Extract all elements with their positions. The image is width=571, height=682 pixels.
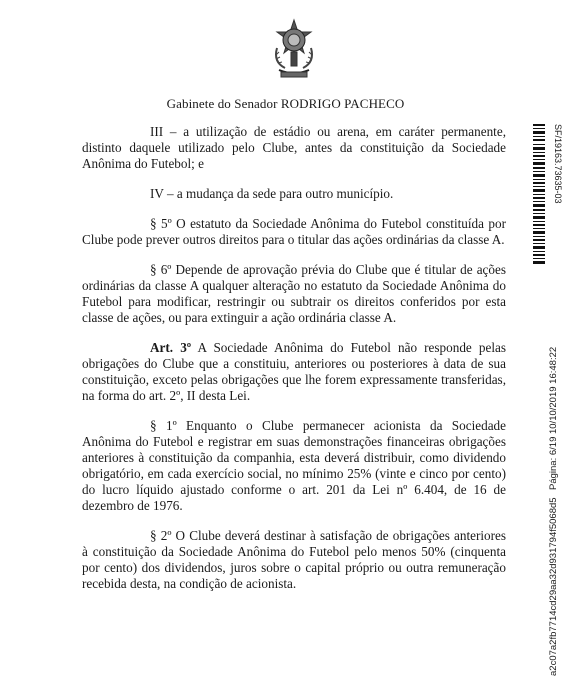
article-3-text: A Sociedade Anônima do Futebol não responde pelas obrigações do Clube que a constituiu, anteriores ou posteriores à data de sua constituição, exceto pelas obrigações que lhe forem expressamente transferidas, na forma do art. 2º, II desta Lei. — [82, 340, 506, 403]
page-stamp: Página: 6/19 10/10/2019 16:48:22 — [548, 346, 559, 490]
brazil-coat-of-arms-icon — [271, 18, 317, 80]
document-body — [82, 124, 506, 592]
paragraph-inciso-iv: IV – a mudança da sede para outro município. — [150, 186, 394, 201]
article-3-heading: Art. 3º — [150, 340, 192, 355]
paragraph-section-5: § 5º O estatuto da Sociedade Anônima do Futebol constituída por Clube pode prever outros direitos para o titular das ações ordinárias da classe A. — [82, 216, 506, 247]
paragraph-article-3 — [82, 340, 506, 404]
paragraph-section-6: § 6º Depende de aprovação prévia do Clube que é titular de ações ordinárias da classe A qualquer alteração no estatuto da Sociedade Anônima do Futebol para modificar, restringir ou subtrair os direitos conferidos por esta classe de ações, ou para extinguir a ação ordinária classe A. — [82, 262, 506, 325]
paragraph-section-2: § 2º O Clube deverá destinar à satisfação de obrigações anteriores à constituição da Sociedade Anônima do Futebol pelo menos 50% (cinquenta por cento) dos dividendos, juros sobre o capital próprio ou outra remuneração recebida desta, na condição de acionista. — [82, 528, 506, 591]
barcode-icon — [533, 124, 555, 264]
paragraph-inciso-iii: III – a utilização de estádio ou arena, em caráter permanente, distinto daquele utilizado pelo Clube, antes da constituição da Sociedade Anônima do Futebol; e — [82, 124, 506, 171]
page-header-title: Gabinete do Senador RODRIGO PACHECO — [166, 96, 405, 111]
document-code: SF/19163.73635-03 — [553, 124, 563, 204]
paragraph-section-1: § 1º Enquanto o Clube permanecer acionista da Sociedade Anônima do Futebol e registrar em suas demonstrações financeiras obrigações anteriores à constituição da companhia, esta deverá distribuir, como dividendo obrigatório, em cada exercício social, no mínimo 25% (vinte e cinco por cento) do lucro líquido ajustado conforme o art. 201 da Lei nº 6.404, de 16 de dezembro de 1976. — [82, 418, 506, 513]
document-hash: a2c07a2fb7714cd29aa32d931794f5068d5 — [548, 497, 559, 676]
